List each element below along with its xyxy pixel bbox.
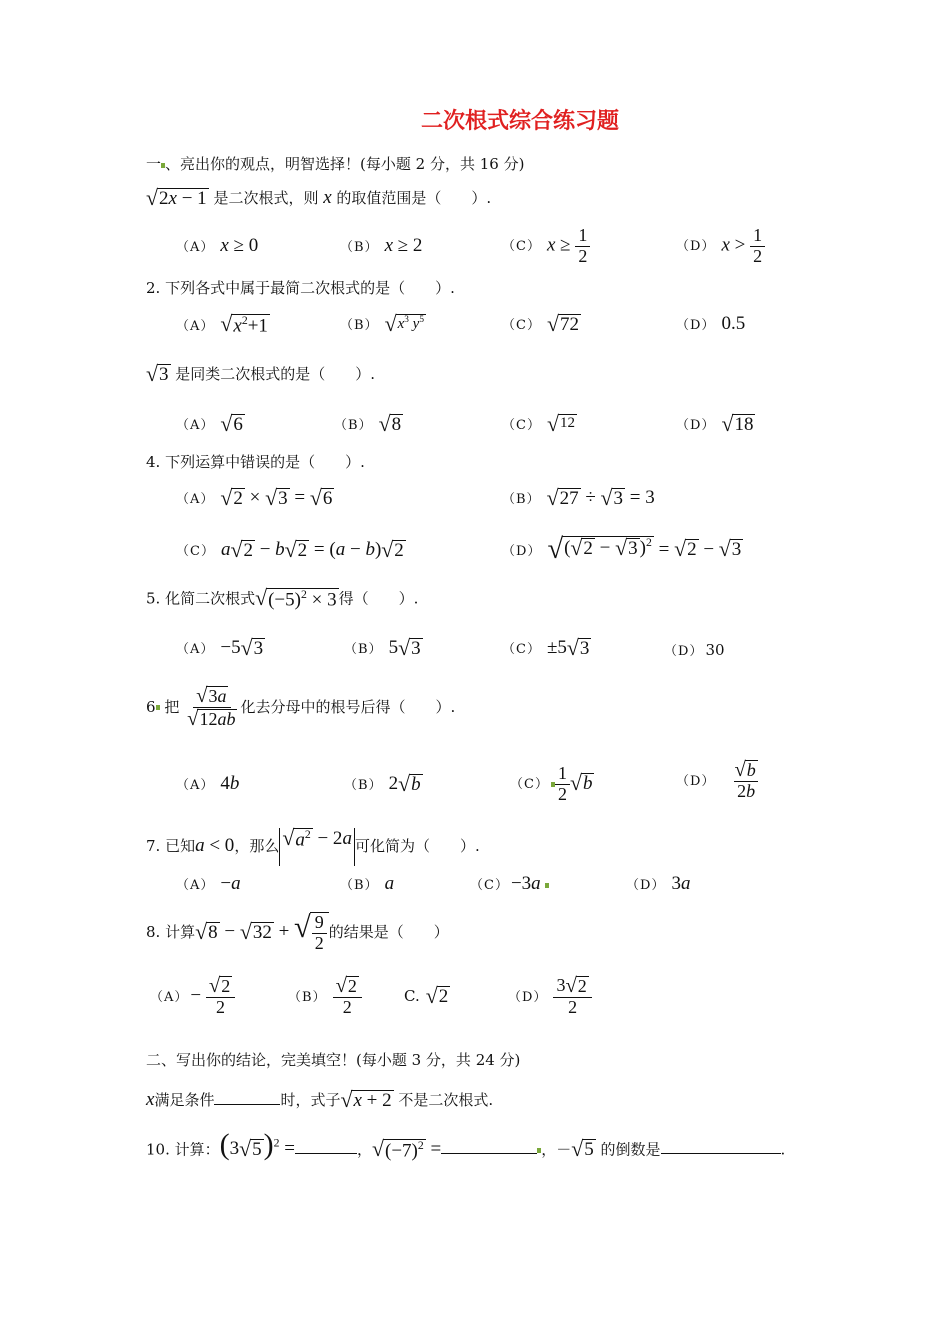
q1-option-a[interactable]: （A） x ≥ 0: [176, 235, 259, 256]
section2-heading: 二、写出你的结论，完美填空！(每小题 3 分，共 24 分): [146, 1051, 521, 1069]
question-1-stem: √ 2x − 1 是二次根式，则 x 的取值范围是（ ）.: [146, 186, 492, 211]
question-6-stem: 6 把 √ 3a √ 12ab 化去分母中的根号后得（ ）.: [146, 685, 456, 730]
q6-option-d[interactable]: （D） √ b 2b: [676, 760, 761, 802]
question-3-stem: √ 3 是同类二次根式的是（ ）.: [146, 362, 376, 387]
section1-heading: 一 、亮出你的观点，明智选择！(每小题 2 分，共 16 分): [146, 155, 525, 173]
question-8-stem: 8. 计算 √ 8 − √ 32 + √ $\frac{9}{2}$ 的结果是（ ）: [146, 910, 449, 953]
q5-option-d[interactable]: （D） 30: [664, 641, 725, 659]
q1-option-b[interactable]: （B） x ≥ 2: [340, 235, 423, 256]
q8-option-d[interactable]: （D） 3 √ 2 2: [508, 976, 592, 1018]
q10-answer-blank-2[interactable]: [441, 1137, 537, 1154]
q2-option-c[interactable]: （C） √ 72: [502, 312, 579, 337]
q7-option-d[interactable]: （D） 3a: [626, 873, 691, 894]
question-9-stem: x满足条件 时，式子 √ x + 2 不是二次根式.: [146, 1088, 494, 1113]
q10-answer-blank-3[interactable]: [661, 1137, 781, 1154]
q7-option-b[interactable]: （B） a: [340, 873, 395, 894]
q5-option-c[interactable]: （C） ±5 √ 3: [502, 636, 590, 660]
question-7-stem: 7. 已知a < 0，那么 √ $a^2$ − 2a 可化简为（ ）.: [146, 828, 480, 866]
q1-radical: √ 2x − 1: [146, 186, 207, 211]
question-5-stem: 5. 化简二次根式 √ $(-5)^2 \times 3$ 得（ ）.: [146, 586, 419, 611]
q8-option-b[interactable]: （B） √ 2 2: [288, 976, 362, 1018]
q7-option-c[interactable]: （C） −3a: [470, 874, 549, 896]
q6-option-b[interactable]: （B） 2 √ b: [344, 772, 421, 796]
q6-option-a[interactable]: （A） 4b: [176, 773, 240, 794]
q3-option-c[interactable]: （C） √ 12: [502, 412, 575, 437]
q10-answer-blank-1[interactable]: [295, 1137, 357, 1154]
q4-option-a[interactable]: （A） √ 2 × √ 3 = √ 6: [176, 486, 333, 510]
q8-option-a[interactable]: （A） − √ 2 2: [150, 976, 235, 1018]
page-title: 二次根式综合练习题: [420, 109, 619, 134]
question-10-stem: 10. 计算：(3 √ 5 )$^2$ = ， √ $(-7)^2$ = ，－ √ 5 的倒数是 .: [146, 1128, 786, 1162]
q6-option-c[interactable]: （C） $\frac{1}{2}$ √ b: [510, 763, 593, 804]
q3-option-a[interactable]: （A） √ 6: [176, 412, 243, 437]
q5-option-a[interactable]: （A） −5 √ 3: [176, 636, 264, 660]
q8-option-c[interactable]: C. √ 2: [404, 984, 449, 1009]
q1-option-c[interactable]: （C） x ≥ $\frac{1}{2}$: [502, 226, 590, 267]
q3-option-d[interactable]: （D） √ 18: [676, 412, 754, 437]
q4-option-c[interactable]: （C） a √ 2 − b √ 2 = (a − b) √ 2: [176, 538, 404, 562]
q3-option-b[interactable]: （B） √ 8: [334, 412, 402, 437]
q1-option-d[interactable]: （D） x > $\frac{1}{2}$: [676, 226, 765, 267]
q4-option-d[interactable]: （D） √ ( √ 2 − √ 3 )$^2$ = √ 2 − √ 3: [502, 534, 742, 565]
q7-option-a[interactable]: （A） −a: [176, 873, 241, 894]
q4-option-b[interactable]: （B） √ 27 ÷ √ 3 = 3: [502, 486, 655, 510]
q2-option-d[interactable]: （D） 0.5: [676, 313, 746, 334]
question-2-stem: 2. 下列各式中属于最简二次根式的是（ ）.: [146, 279, 455, 297]
q2-option-a[interactable]: （A） √ $x^2+1$: [176, 312, 268, 337]
q5-option-b[interactable]: （B） 5 √ 3: [344, 636, 421, 660]
q9-answer-blank[interactable]: [214, 1088, 280, 1105]
question-4-stem: 4. 下列运算中错误的是（ ）.: [146, 453, 365, 471]
q2-option-b[interactable]: （B） √ $x^3$ $y^5$: [340, 312, 424, 337]
